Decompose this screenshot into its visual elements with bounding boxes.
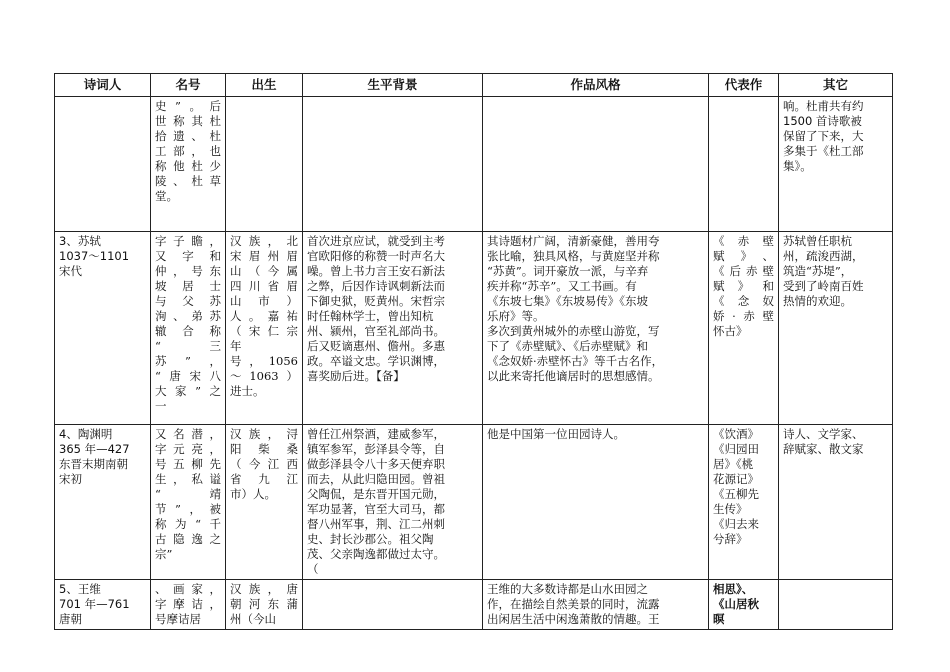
- cell-line: 下了《赤壁赋》、《后赤壁赋》和: [487, 339, 648, 353]
- cell-line: 多集于《杜工部: [783, 144, 864, 158]
- cell-line: 字子瞻，: [155, 234, 221, 248]
- cell-birth: [226, 232, 303, 425]
- cell-line: 字元亮，: [155, 442, 221, 456]
- cell-line: ～1063）: [230, 369, 298, 383]
- cell-line: 而去，从此归隐田园。曾祖: [307, 472, 445, 486]
- cell-line: 赋》、: [713, 249, 774, 263]
- cell-line: 居》《桃: [713, 457, 754, 471]
- cell-line: 4、陶渊明: [59, 427, 113, 441]
- cell-line: 州（今山: [230, 612, 276, 626]
- cell-line: 阳柴桑: [230, 442, 298, 456]
- cell-line: 山市）: [230, 294, 298, 308]
- cell-line: 督八州军事，荆、江二州刺: [307, 517, 445, 531]
- cell-line: 进士。: [230, 384, 265, 398]
- cell-line: 汉族，北: [230, 234, 298, 248]
- cell-line: 热情的欢迎。: [783, 294, 852, 308]
- cell-line: 1500 首诗歌被: [783, 114, 862, 128]
- header-row: [55, 74, 893, 97]
- cell-line: 苏”，: [155, 354, 221, 368]
- cell-line: 出闲居生活中闲逸萧散的情趣。王: [487, 612, 660, 626]
- table-row: [55, 580, 893, 630]
- cell-line: 坡居士: [155, 279, 221, 293]
- cell-style: [483, 232, 709, 425]
- cell-line: 曾任江州祭酒，建威参军，: [307, 427, 445, 441]
- cell-line: 汉族，唐: [230, 582, 298, 596]
- cell-line: 张比喻，独具风格，与黄庭坚并称: [487, 249, 660, 263]
- cell-line: 响。杜甫共有约: [783, 99, 864, 113]
- cell-line: 生传》: [713, 502, 748, 516]
- cell-other: [779, 97, 893, 232]
- cell-line: 《念奴娇·赤壁怀古》等千古名作，: [487, 354, 664, 368]
- cell-line: 其诗题材广阔，清新豪健，善用夸: [487, 234, 660, 248]
- cell-works: [709, 580, 779, 630]
- cell-works: [709, 425, 779, 580]
- cell-name: [151, 97, 226, 232]
- cell-line: 做彭泽县令八十多天便弃职: [307, 457, 445, 471]
- cell-line: 《赤壁: [713, 234, 774, 248]
- cell-line: 喜奖励后进。【备】: [307, 369, 405, 383]
- cell-line: 保留了下来，大: [783, 129, 864, 143]
- cell-line: 辞赋家、散文家: [783, 442, 864, 456]
- cell-line: 政。卒谥文忠。学识渊博，: [307, 354, 445, 368]
- cell-line: 3、苏轼: [59, 234, 101, 248]
- cell-name: [151, 232, 226, 425]
- cell-line: 赋》和: [713, 279, 774, 293]
- cell-line: 宋眉州眉: [230, 249, 298, 263]
- cell-line: 701 年—761: [59, 597, 130, 611]
- cell-line: 筑造“苏堤”，: [783, 264, 853, 278]
- cell-name: [151, 580, 226, 630]
- cell-line: 州，疏浚西湖，: [783, 249, 864, 263]
- cell-line: 疾并称“苏辛”。又工书画。有: [487, 279, 637, 293]
- cell-line: 节”，被: [155, 502, 221, 516]
- cell-line: 父陶侃，是东晋开国元勋，: [307, 487, 445, 501]
- cell-line: 下御史狱，贬黄州。宋哲宗: [307, 294, 445, 308]
- cell-line: 镇军参军，彭泽县令等，自: [307, 442, 445, 456]
- cell-line: 号，1056: [230, 354, 298, 368]
- header-other: 其它: [779, 74, 893, 97]
- cell-line: 省九江: [230, 472, 298, 486]
- cell-line: 市）人。: [230, 487, 276, 501]
- cell-line: “苏黄”。词开豪放一派，与辛弃: [487, 264, 649, 278]
- cell-works: [709, 97, 779, 232]
- header-style: 作品风格: [483, 74, 709, 97]
- cell-line: 噪。曾上书力言王安石新法: [307, 264, 445, 278]
- cell-life: [303, 580, 483, 630]
- cell-line: 宗”: [155, 547, 173, 561]
- cell-poet: [55, 97, 151, 232]
- cell-line: 军功显著，官至大司马，都: [307, 502, 445, 516]
- header-name: 名号: [151, 74, 226, 97]
- cell-line: 陵、杜草: [155, 174, 221, 188]
- cell-line: 东晋末期南朝: [59, 457, 128, 471]
- cell-line: 多次到黄州城外的赤壁山游览，写: [487, 324, 660, 338]
- poets-table: [54, 73, 893, 630]
- cell-other: [779, 425, 893, 580]
- cell-line: 世称其杜: [155, 114, 221, 128]
- header-life: 生平背景: [303, 74, 483, 97]
- cell-line: 5、王维: [59, 582, 101, 596]
- cell-line: 一: [155, 399, 167, 413]
- cell-line: 茂、父亲陶逸都做过太守。: [307, 547, 445, 561]
- cell-life: [303, 232, 483, 425]
- cell-line: 王维的大多数诗都是山水田园之: [487, 582, 648, 596]
- cell-poet: [55, 580, 151, 630]
- cell-line: 《归去来: [713, 517, 759, 531]
- cell-line: 相思》、: [713, 582, 754, 596]
- cell-name: [151, 425, 226, 580]
- table-row: [55, 97, 893, 232]
- cell-line: 唐朝: [59, 612, 82, 626]
- cell-line: 《归园田: [713, 442, 759, 456]
- cell-line: 怀古》: [713, 324, 748, 338]
- cell-line: 娇·赤壁: [713, 309, 774, 323]
- cell-birth: [226, 425, 303, 580]
- cell-line: 兮辞》: [713, 532, 748, 546]
- cell-line: 字摩诘，: [155, 597, 221, 611]
- cell-line: 《东坡七集》《东坡易传》《东坡: [487, 294, 648, 308]
- cell-line: 以此来寄托他谪居时的思想感情。: [487, 369, 660, 383]
- cell-line: 史”。后: [155, 99, 221, 113]
- cell-line: 宋初: [59, 472, 82, 486]
- header-poet: 诗词人: [55, 74, 151, 97]
- cell-line: 大家”之: [155, 384, 221, 398]
- cell-line: 工部，也: [155, 144, 221, 158]
- cell-birth: [226, 97, 303, 232]
- cell-poet: [55, 425, 151, 580]
- cell-line: 辙合称: [155, 324, 221, 338]
- cell-line: （今江西: [230, 457, 298, 471]
- cell-line: 又名潜，: [155, 427, 221, 441]
- cell-works: [709, 232, 779, 425]
- cell-line: 之弊，后因作诗讽刺新法而: [307, 279, 445, 293]
- cell-line: 号摩诘居: [155, 612, 201, 626]
- cell-line: 苏轼曾任职杭: [783, 234, 852, 248]
- cell-line: 集》。: [783, 159, 812, 173]
- cell-line: 仲，号东: [155, 264, 221, 278]
- cell-line: 他是中国第一位田园诗人。: [487, 427, 625, 441]
- cell-line: 史、封长沙郡公。祖父陶: [307, 532, 434, 546]
- cell-line: 作，在描绘自然美景的同时，流露: [487, 597, 660, 611]
- cell-line: 首次进京应试，就受到主考: [307, 234, 445, 248]
- cell-line: 官欧阳修的称赞一时声名大: [307, 249, 445, 263]
- cell-poet: [55, 232, 151, 425]
- cell-life: [303, 425, 483, 580]
- cell-line: 四川省眉: [230, 279, 298, 293]
- cell-style: [483, 97, 709, 232]
- cell-line: 后又贬谪惠州、儋州。多惠: [307, 339, 445, 353]
- cell-line: 洵、弟苏: [155, 309, 221, 323]
- cell-line: 诗人、文学家、: [783, 427, 864, 441]
- cell-line: 《五柳先: [713, 487, 759, 501]
- table-row: [55, 232, 893, 425]
- cell-line: 人。嘉祐: [230, 309, 298, 323]
- cell-line: 时任翰林学士，曾出知杭: [307, 309, 434, 323]
- cell-line: “唐宋八: [155, 369, 221, 383]
- cell-line: 、画家，: [155, 582, 221, 596]
- cell-other: [779, 232, 893, 425]
- cell-birth: [226, 580, 303, 630]
- cell-line: （宋仁宗: [230, 324, 298, 338]
- cell-line: 受到了岭南百姓: [783, 279, 864, 293]
- cell-line: 又字和: [155, 249, 221, 263]
- header-works: 代表作: [709, 74, 779, 97]
- cell-line: 称他杜少: [155, 159, 221, 173]
- cell-line: 宋代: [59, 264, 82, 278]
- cell-line: 拾遗、杜: [155, 129, 221, 143]
- cell-line: 生，私谥: [155, 472, 221, 486]
- cell-line: 《山居秋: [713, 597, 759, 611]
- cell-life: [303, 97, 483, 232]
- cell-line: 朝河东蒲: [230, 597, 298, 611]
- cell-line: 365 年—427: [59, 442, 130, 456]
- header-birth: 出生: [226, 74, 303, 97]
- cell-style: [483, 425, 709, 580]
- cell-line: 花源记》: [713, 472, 759, 486]
- cell-line: 1037～1101: [59, 249, 130, 263]
- cell-style: [483, 580, 709, 630]
- cell-line: （: [307, 562, 319, 576]
- cell-line: 山（今属: [230, 264, 298, 278]
- cell-line: 汉族，浔: [230, 427, 298, 441]
- cell-line: 古隐逸之: [155, 532, 221, 546]
- cell-line: 州、颍州，官至礼部尚书。: [307, 324, 445, 338]
- cell-line: 与父苏: [155, 294, 221, 308]
- cell-line: 堂。: [155, 189, 178, 203]
- cell-line: “ 靖: [155, 487, 221, 501]
- cell-line: 《饮酒》: [713, 427, 759, 441]
- cell-line: 《后赤壁: [713, 264, 774, 278]
- cell-line: 号五柳先: [155, 457, 221, 471]
- cell-line: 乐府》等。: [487, 309, 545, 323]
- table-row: [55, 425, 893, 580]
- cell-line: 称为“千: [155, 517, 221, 531]
- cell-line: “ 三: [155, 339, 221, 353]
- cell-line: 年: [230, 339, 242, 353]
- cell-line: 暝: [713, 612, 725, 626]
- cell-line: 《念奴: [713, 294, 774, 308]
- cell-other: [779, 580, 893, 630]
